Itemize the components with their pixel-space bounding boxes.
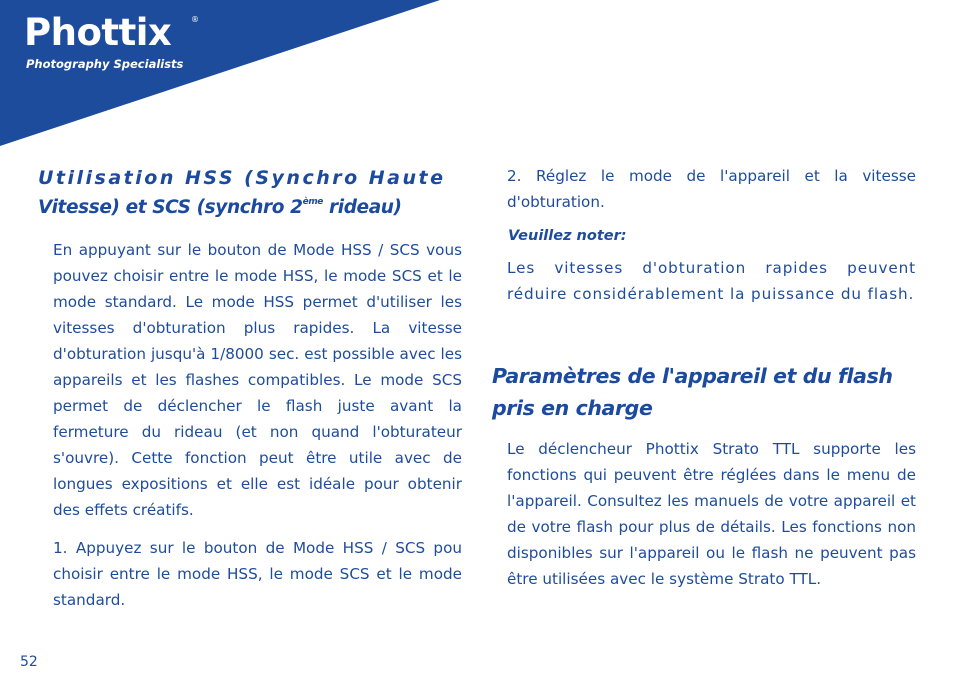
hss-scs-description: En appuyant sur le bouton de Mode HSS / SCS vous pouvez choisir entre le mode HSS, le mode SCS et le mode standard. Le mode HSS permet d'utiliser les vitesses d'obturation plus rapides. La vitesse d'obturation jusqu'à 1/8000 sec. est possible avec les appareils et les flashes compatibles. Le mode SCS permet de déclencher le flash juste avant la fermeture du rideau (et non quand l'obturateur s'ouvre). Cette fonction peut être utile avec de longues expositions et elle est idéale pour obtenir des effets créatifs.: [53, 241, 462, 519]
note-text: Les vitesses d'obturation rapides peuvent réduire considérablement la puissance du flash.: [507, 259, 916, 303]
heading-line-2: [38, 193, 462, 223]
note-label: Veuillez noter:: [508, 228, 627, 244]
section-heading-hss-scs: [38, 163, 462, 223]
heading-line-2-main: Vitesse) et SCS (synchro 2: [38, 197, 303, 218]
brand-tagline: Photography Specialists: [26, 57, 184, 71]
page-number: 52: [20, 654, 38, 670]
registered-mark: ®: [191, 15, 199, 24]
section-heading-supported-settings: Paramètres de l'appareil et du flash pris en charge: [492, 364, 893, 420]
supported-settings-description: Le déclencheur Phottix Strato TTL supporte les fonctions qui peuvent être réglées dans le menu de l'appareil. Consultez les manuels de votre appareil et de votre flash pour plus de détails. Les fonctions non disponibles sur l'appareil ou le flash ne peuvent pas être utilisées avec le système Strato TTL.: [507, 440, 916, 588]
heading-line-1: Utilisation HSS (Synchro Haute: [38, 167, 446, 189]
brand-logo-text: Phottix: [24, 11, 172, 54]
left-column: [38, 163, 462, 613]
step-2-text: 2. Réglez le mode de l'appareil et la vitesse d'obturation.: [507, 167, 916, 211]
heading-line-2-end: rideau): [323, 197, 402, 218]
heading-superscript: ème: [302, 197, 323, 207]
step-1-text: 1. Appuyez sur le bouton de Mode HSS / SCS pou choisir entre le mode HSS, le mode SCS et le mode standard.: [53, 539, 462, 609]
right-column: [492, 163, 916, 592]
